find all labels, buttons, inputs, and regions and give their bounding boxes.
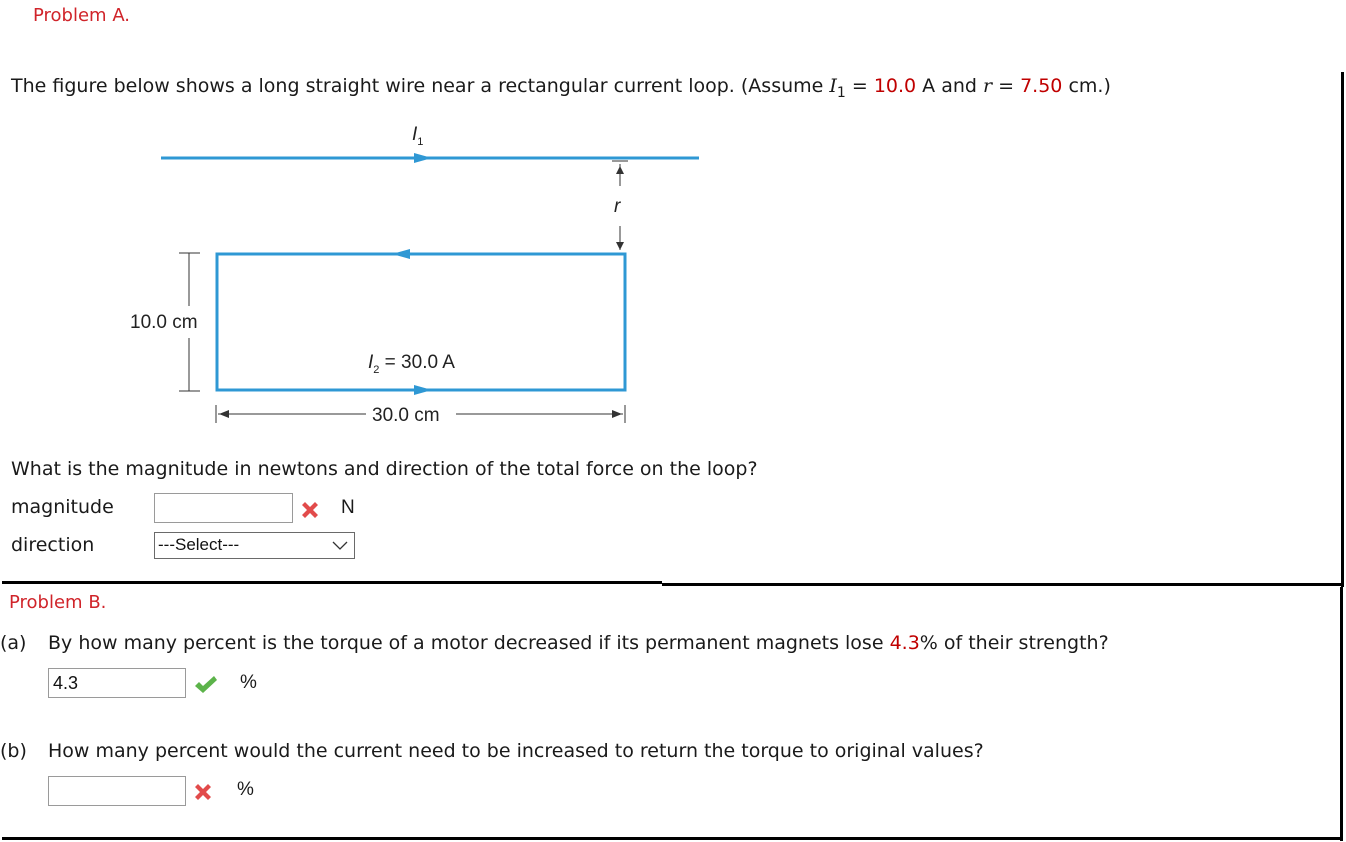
intro-text-mid: A and xyxy=(916,75,983,97)
loop-arrow-left-icon xyxy=(392,249,410,259)
width-arrow-left-icon xyxy=(219,410,229,418)
problem-a-question: What is the magnitude in newtons and direction of the total force on the loop? xyxy=(11,458,758,480)
i1-figure-label: $I_1$ xyxy=(412,124,424,148)
chevron-down-icon xyxy=(332,541,348,551)
width-figure-label: 30.0 cm xyxy=(372,405,440,426)
intro-equals: = xyxy=(845,75,874,97)
magnitude-unit: N xyxy=(341,497,355,518)
direction-label: direction xyxy=(11,534,95,556)
i2-figure-label: $I_2 = 30.0$ A xyxy=(368,352,455,376)
divider-left xyxy=(2,581,662,584)
direction-selected-value: ---Select--- xyxy=(158,535,240,554)
i1-symbol: I xyxy=(829,75,837,97)
part-a-text-end: % of their strength? xyxy=(919,632,1109,654)
height-figure-label: 10.0 cm xyxy=(130,312,198,333)
incorrect-x-icon xyxy=(299,500,321,522)
part-a-question xyxy=(48,632,1109,654)
part-b-unit: % xyxy=(237,779,254,800)
problem-a-intro xyxy=(11,75,1111,101)
i1-subscript: 1 xyxy=(836,84,846,101)
part-b-label: (b) xyxy=(0,740,27,762)
r-figure-label: r xyxy=(614,196,621,217)
correct-check-icon xyxy=(193,674,219,696)
r-arrow-down-icon xyxy=(616,242,624,250)
width-arrow-right-icon xyxy=(612,410,622,418)
panel-border-right-a xyxy=(1341,72,1344,587)
problem-b-heading: Problem B. xyxy=(9,592,107,613)
magnitude-label: magnitude xyxy=(11,496,114,518)
intro-text-end: cm.) xyxy=(1062,75,1111,97)
magnitude-input[interactable] xyxy=(154,493,293,523)
part-a-label: (a) xyxy=(0,632,27,654)
part-b-answer-input[interactable] xyxy=(48,776,186,806)
r-symbol: r xyxy=(983,75,993,97)
wire-arrow-right-icon xyxy=(414,153,432,163)
intro-equals-r: = xyxy=(992,75,1021,97)
incorrect-x-icon-b xyxy=(192,782,214,804)
r-value: 7.50 xyxy=(1020,75,1063,97)
problem-a-heading: Problem A. xyxy=(33,5,131,26)
part-a-text-start: By how many percent is the torque of a motor decreased if its permanent magnets lose xyxy=(48,632,890,654)
loop-arrow-right-icon xyxy=(414,385,432,395)
part-a-unit: % xyxy=(240,672,257,693)
intro-text-start: The figure below shows a long straight wire near a rectangular current loop. (Assume xyxy=(11,75,830,97)
part-a-value: 4.3 xyxy=(889,632,920,654)
part-b-question: How many percent would the current need to be increased to return the torque to original values? xyxy=(48,740,984,762)
panel-border-right-b xyxy=(1340,587,1343,841)
i1-value: 10.0 xyxy=(873,75,917,97)
part-a-answer-input[interactable] xyxy=(48,668,186,698)
panel-border-bottom xyxy=(2,837,1343,840)
divider-right xyxy=(662,583,1342,586)
r-arrow-up-icon xyxy=(616,166,624,174)
wire-loop-figure xyxy=(0,110,760,440)
direction-select[interactable] xyxy=(154,532,355,559)
